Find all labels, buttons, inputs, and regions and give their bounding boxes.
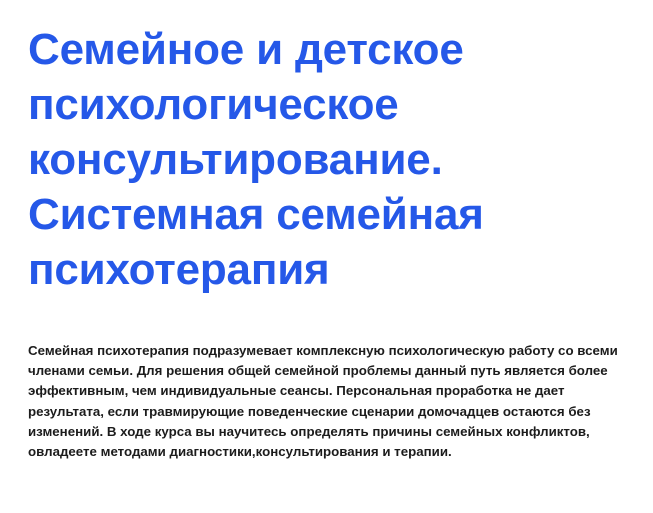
body-paragraph: Семейная психотерапия подразумевает комплексную психологическую работу со всеми членами семьи. Для решения общей семейной проблемы данный путь является более эффективным, чем индивидуальные сеансы. Персональная проработка не дает результата, если травмирующие поведенческие сценарии домочадцев остаются без изменений. В ходе курса вы научитесь определять причины семейных конфликтов, овладеете методами диагностики,консультирования и терапии. bbox=[28, 343, 618, 460]
page-title: Семейное и детское психологическое консультирование. Системная семейная психотерапия bbox=[28, 25, 484, 294]
